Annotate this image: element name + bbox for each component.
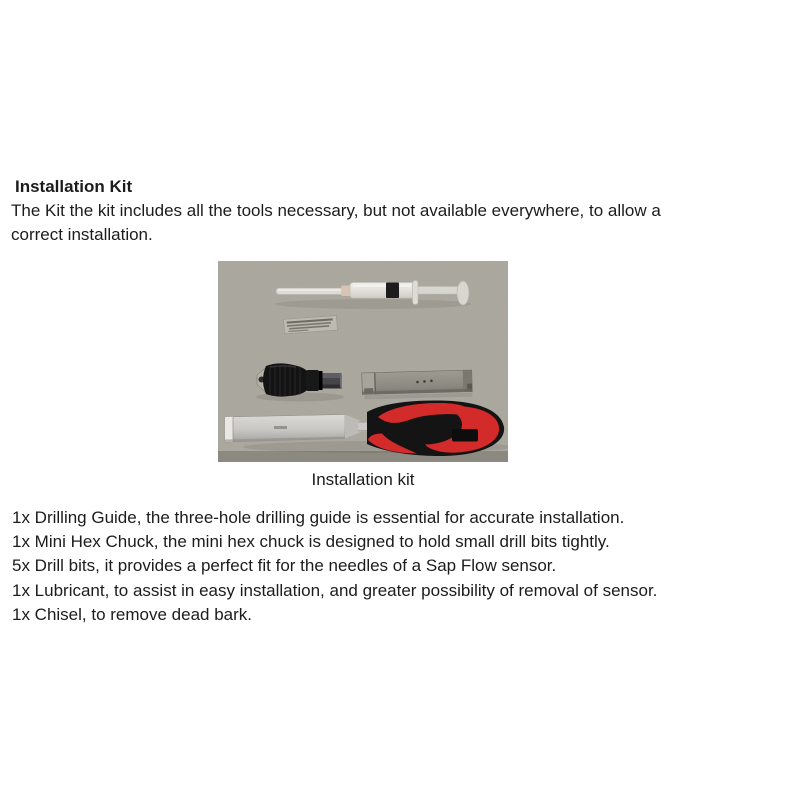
figure-caption: Installation kit (311, 470, 415, 489)
intro-paragraph-line-2: correct installation. (11, 225, 153, 244)
installation-kit-photo (218, 261, 508, 462)
kit-item-drilling-guide: 1x Drilling Guide, the three-hole drilling guide is essential for accurate installation. (12, 508, 625, 527)
section-heading: Installation Kit (15, 177, 133, 196)
kit-item-chisel: 1x Chisel, to remove dead bark. (12, 604, 253, 624)
kit-contents-list (12, 506, 792, 627)
installation-kit-photo-graphic (218, 261, 508, 462)
intro-paragraph-line-1: The Kit the kit includes all the tools necessary, but not available everywhere, to allow a (11, 201, 661, 220)
kit-item-mini-hex-chuck: 1x Mini Hex Chuck, the mini hex chuck is designed to hold small drill bits tightly. (12, 532, 610, 552)
drilling-guide-bar (362, 370, 473, 399)
kit-item-lubricant: 1x Lubricant, to assist in easy installation, and greater possibility of removal of sensor. (12, 580, 658, 600)
kit-item-drill-bits: 5x Drill bits, it provides a perfect fit for the needles of a Sap Flow sensor. (12, 556, 557, 576)
